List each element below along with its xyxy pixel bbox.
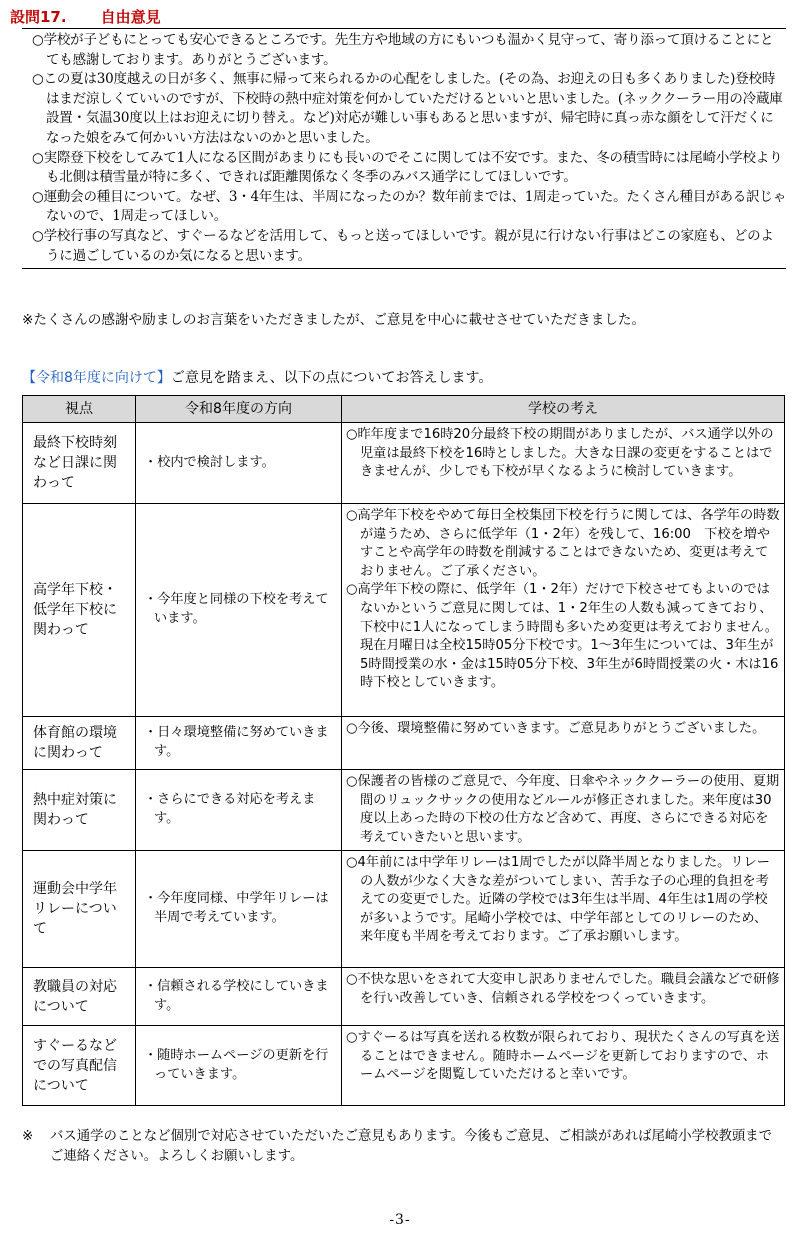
direction-text: ・今年度と同様の下校を考えています。 (144, 592, 329, 626)
direction-cell (136, 504, 342, 717)
header-school-view: 学校の考え (342, 396, 785, 423)
section-heading (22, 367, 492, 387)
opinion-item: ○実際登下校をしてみて1人になる区間があまりにも長いのでそこに関しては不安です。また、冬の積雪時には尾崎小学校よりも北側は積雪量が特に多く、できれば距離関係なく冬季のみバス通学にしてほしいです。 (32, 149, 783, 186)
direction-text: ・随時ホームページの更新を行っていきます。 (144, 1047, 329, 1082)
school-view-cell (342, 968, 785, 1026)
table-row (23, 504, 785, 717)
direction-cell (136, 1026, 342, 1106)
opinion-item: ○学校行事の写真など、すぐーるなどを活用して、もっと送ってほしいです。親が見に行けない行事はどこの家庭も、どのように過ごしているのか気になると思います。 (32, 227, 774, 264)
table-row (23, 1026, 785, 1106)
direction-cell (136, 717, 342, 770)
viewpoint-cell: 体育館の環境に関わって (23, 717, 136, 770)
table-row (23, 770, 785, 851)
answer-item: ○4年前には中学年リレーは1周でしたが以降半周となりました。リレーの人数が少なく大きな差がついてしまい、苦手な子の心理的負担を考えての変更でした。近隣の学校では3年生は半周、4年生は1周の学校が多いようです。尾崎小学校では、中学年部としてのリレーのため、来年度も半周を考えております。ご了承お願いします。 (346, 855, 770, 945)
viewpoint-cell: 高学年下校・低学年下校に関わって (23, 504, 136, 717)
direction-cell (136, 851, 342, 968)
opinion-item: ○この夏は30度越えの日が多く、無事に帰って来られるかの心配をしました。(その為、お迎えの日も多くありました)登校時はまだ涼しくていいのですが、下校時の熱中症対策を何かしていただけるといいと思いました。(ネッククーラー用の冷蔵庫設置・気温30度以上はお迎えに切り替え。など)対応が難しい事もあると思いますが、帰宅時に真っ赤な顔をして汗だくになった娘をみて何かいい方法はないのかと思いました。 (32, 71, 783, 146)
response-table (22, 395, 785, 1106)
school-view-cell (342, 770, 785, 851)
viewpoint-cell: 熱中症対策に関わって (23, 770, 136, 851)
direction-text: ・さらにできる対応を考えます。 (144, 792, 316, 826)
table-row (23, 968, 785, 1026)
question-title: 自由意見 (100, 8, 161, 26)
section-text: ご意見を踏まえ、以下の点についてお答えします。 (170, 370, 493, 386)
answer-item: ○今後、環境整備に努めていきます。ご意見ありがとうございました。 (346, 721, 766, 736)
table-row (23, 851, 785, 968)
opinion-item: ○運動会の種目について。なぜ、3・4年生は、半周になったのか？数年前までは、1周走っていた。たくさん種目がある訳じゃないので、1周走ってほしい。 (32, 188, 787, 225)
answer-item: ○すぐーるは写真を送れる枚数が限られており、現状たくさんの写真を送ることはできません。随時ホームページを更新しておりますので、ホームページを閲覧していただけると幸いです。 (346, 1030, 780, 1083)
direction-text: ・校内で検討します。 (144, 454, 275, 470)
viewpoint-cell: 教職員の対応について (23, 968, 136, 1026)
school-view-cell (342, 423, 785, 504)
school-view-cell (342, 851, 785, 968)
viewpoint-cell: 運動会中学年リレーについて (23, 851, 136, 968)
answer-item: ○保護者の皆様のご意見で、今年度、日傘やネッククーラーの使用、夏期間のリュックサックの使用などルールが修正されました。来年度は30度以上あった時の下校の仕方など含めて、再度、さらにできる対応を考えていきたいと思います。 (346, 774, 780, 845)
table-row (23, 717, 785, 770)
free-opinions-box (22, 28, 786, 269)
direction-text: ・今年度同様、中学年リレーは半周で考えています。 (144, 891, 329, 925)
page-number: -3- (389, 1212, 411, 1228)
answer-item: ○不快な思いをされて大変申し訳ありませんでした。職員会議などで研修を行い改善していき、信頼される学校をつくっていきます。 (346, 972, 780, 1006)
school-view-cell (342, 504, 785, 717)
note-text: バス通学のことなど個別で対応させていただいたご意見もあります。今後もご意見、ご相談があれば尾崎小学校教頭までご連絡ください。よろしくお願いします。 (50, 1129, 773, 1164)
direction-text: ・信頼される学校にしていきます。 (144, 978, 329, 1013)
bottom-note (22, 1127, 784, 1167)
direction-cell (136, 423, 342, 504)
header-viewpoint: 視点 (23, 396, 136, 423)
direction-text: ・日々環境整備に努めていきます。 (144, 725, 329, 759)
answer-item: ○昨年度まで16時20分最終下校の期間がありましたが、バス通学以外の児童は最終下校を16時としました。大きな日課の変更をすることはできませんが、少しでも下校が早くなるように検討していきます。 (346, 427, 774, 480)
direction-cell (136, 968, 342, 1026)
table-header-row (23, 396, 785, 423)
answer-item: ○高学年下校をやめて毎日全校集団下校を行うに関しては、各学年の時数が違うため、さらに低学年（1・2年）を残して、16:00 下校を増やすことや高学年の時数を削減することはできないため、変更は考えておりません。ご了承ください。 (346, 508, 780, 579)
viewpoint-cell: すぐーるなどでの写真配信について (23, 1026, 136, 1106)
section-tag: 【令和8年度に向けて】 (22, 370, 171, 386)
thanks-note: ※たくさんの感謝や励ましのお言葉をいただきましたが、ご意見を中心に載せさせていただきました。 (22, 312, 646, 328)
header-direction: 令和8年度の方向 (136, 396, 342, 423)
direction-cell (136, 770, 342, 851)
school-view-cell (342, 717, 785, 770)
viewpoint-cell: 最終下校時刻など日課に関わって (23, 423, 136, 504)
school-view-cell (342, 1026, 785, 1106)
table-row (23, 423, 785, 504)
question-heading (10, 6, 161, 27)
answer-item: ○高学年下校の際に、低学年（1・2年）だけで下校させてもよいのではないかというご意見に関しては、1・2年生の人数も減ってきており、下校中に1人になってしまう時間も多いため変更は考えておりません。現在月曜日は全校15時05分下校です。1～3年生については、3年生が5時間授業の水・金は15時05分下校、3年生が6時間授業の火・木は16時下校としていきます。 (346, 582, 779, 691)
opinion-item: ○学校が子どもにとっても安心できるところです。先生方や地域の方にもいつも温かく見守って、寄り添って頂けることにとても感謝しております。ありがとうございます。 (32, 32, 774, 68)
note-mark: ※ (22, 1129, 34, 1144)
question-number: 設問17. (10, 8, 67, 26)
